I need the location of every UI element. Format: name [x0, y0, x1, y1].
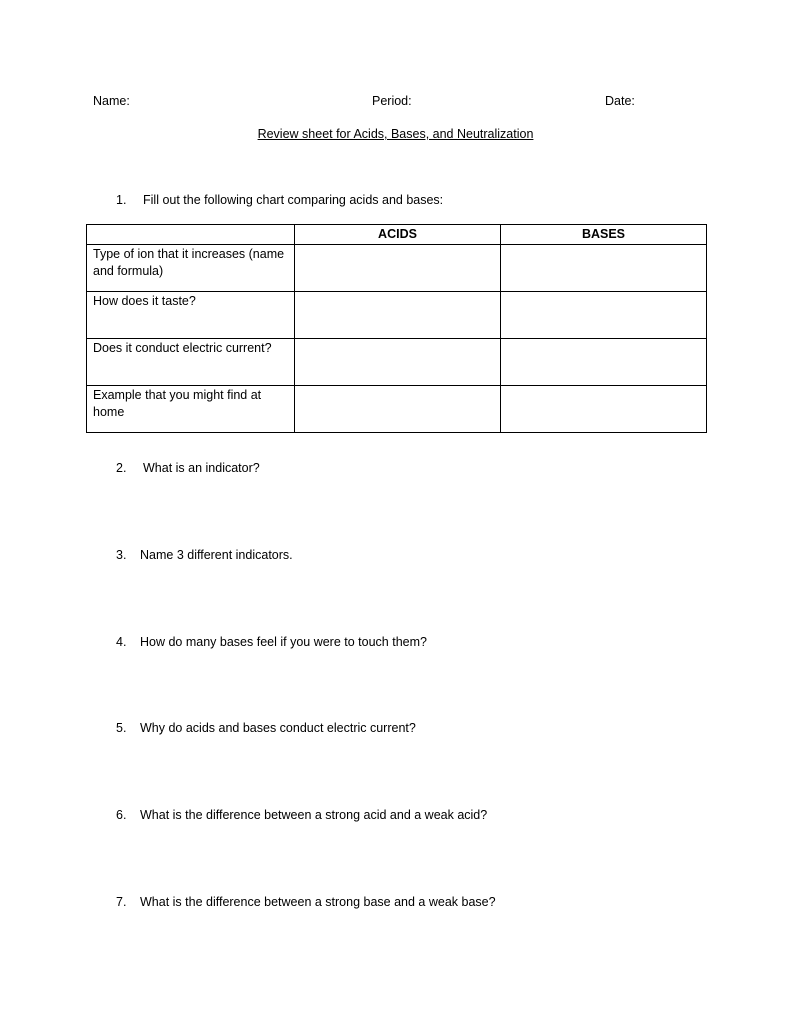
question-number: 3.: [116, 548, 127, 562]
table-row: [87, 339, 707, 386]
period-label: Period:: [372, 94, 412, 108]
table-row: [87, 386, 707, 433]
bases-cell[interactable]: [501, 292, 707, 339]
question-text: Name 3 different indicators.: [140, 548, 293, 562]
document-title: Review sheet for Acids, Bases, and Neutralization: [257, 127, 534, 141]
row-label: How does it taste?: [87, 292, 295, 339]
question-text: Fill out the following chart comparing acids and bases:: [143, 193, 444, 207]
question-number: 1.: [116, 193, 127, 207]
table-row: [87, 245, 707, 292]
acids-cell[interactable]: [295, 339, 501, 386]
question-number: 6.: [116, 808, 127, 822]
question-text: Why do acids and bases conduct electric current?: [140, 721, 416, 735]
chart-header-row: [87, 225, 707, 245]
bases-cell[interactable]: [501, 339, 707, 386]
column-header-bases: BASES: [501, 225, 707, 245]
name-label: Name:: [93, 94, 130, 108]
column-header-acids: ACIDS: [295, 225, 501, 245]
acids-cell[interactable]: [295, 245, 501, 292]
bases-cell[interactable]: [501, 386, 707, 433]
question-number: 7.: [116, 895, 127, 909]
bases-cell[interactable]: [501, 245, 707, 292]
row-label: Type of ion that it increases (name and formula): [87, 245, 295, 292]
row-label: Example that you might find at home: [87, 386, 295, 433]
question-number: 4.: [116, 635, 127, 649]
table-row: [87, 292, 707, 339]
acids-bases-chart: [86, 224, 707, 433]
question-number: 5.: [116, 721, 127, 735]
question-number: 2.: [116, 461, 127, 475]
question-text: What is the difference between a strong acid and a weak acid?: [140, 808, 488, 822]
question-text: What is the difference between a strong base and a weak base?: [140, 895, 496, 909]
question-text: What is an indicator?: [143, 461, 260, 475]
date-label: Date:: [605, 94, 635, 108]
row-label: Does it conduct electric current?: [87, 339, 295, 386]
question-text: How do many bases feel if you were to touch them?: [140, 635, 427, 649]
acids-cell[interactable]: [295, 386, 501, 433]
acids-cell[interactable]: [295, 292, 501, 339]
column-header: [87, 225, 295, 245]
